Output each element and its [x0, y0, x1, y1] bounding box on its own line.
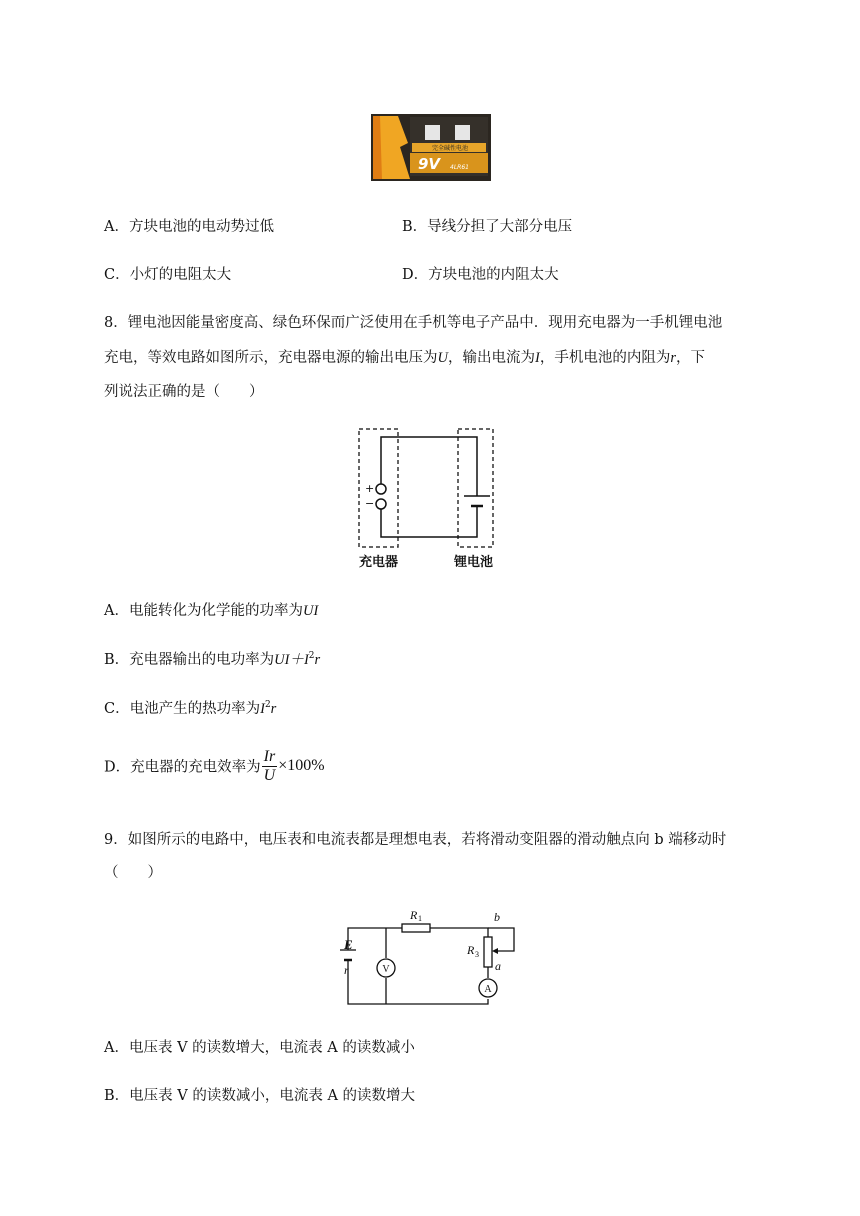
q7-option-b[interactable]: B．导线分担了大部分电压 — [402, 219, 573, 235]
svg-text:a: a — [495, 959, 501, 973]
svg-text:−: − — [365, 497, 375, 510]
svg-text:完全碱性电池: 完全碱性电池 — [431, 145, 469, 152]
q8-stem-line-2: 充电，等效电路如图所示，充电器电源的输出电压为U，输出电流为I，手机电池的内阻为r，下 — [104, 350, 705, 366]
svg-text:4LR61: 4LR61 — [450, 164, 469, 171]
svg-text:A: A — [484, 984, 492, 995]
q9-stem-line-1: 9．如图所示的电路中，电压表和电流表都是理想电表，若将滑动变阻器的滑动触点向 b 端移动时 — [104, 832, 727, 848]
q9-stem-line-2: （ ） — [104, 865, 162, 881]
svg-text:E: E — [344, 937, 353, 952]
svg-text:R: R — [467, 943, 475, 957]
svg-text:3: 3 — [475, 950, 479, 959]
svg-text:R: R — [410, 908, 418, 922]
svg-text:9V: 9V — [418, 155, 441, 173]
rheostat-circuit-diagram — [340, 900, 525, 1010]
q8-option-a[interactable]: A．电能转化为化学能的功率为UI — [104, 603, 319, 619]
q9-option-b[interactable]: B．电压表 V 的读数减小，电流表 A 的读数增大 — [104, 1088, 416, 1104]
svg-text:r: r — [344, 963, 349, 977]
svg-text:b: b — [494, 910, 500, 924]
battery-9v-image — [370, 113, 492, 182]
svg-text:+: + — [365, 482, 375, 495]
q7-option-c[interactable]: C．小灯的电阻太大 — [104, 267, 232, 283]
svg-text:V: V — [382, 964, 390, 975]
q8-stem-line-1: 8．锂电池因能量密度高、绿色环保而广泛使用在手机等电子产品中．现用充电器为一手机锂电池 — [104, 315, 723, 331]
q8-option-b[interactable]: B．充电器输出的电功率为$UI+I^2r$ — [104, 651, 321, 668]
q9-option-a[interactable]: A．电压表 V 的读数增大，电流表 A 的读数减小 — [104, 1040, 415, 1056]
svg-text:1: 1 — [418, 914, 422, 923]
q8-option-c[interactable]: C．电池产生的热功率为$I^2r$ — [104, 700, 277, 717]
charger-circuit-diagram — [350, 425, 510, 573]
q7-option-a[interactable]: A．方块电池的电动势过低 — [104, 219, 274, 235]
svg-text:锂电池: 锂电池 — [454, 555, 494, 570]
svg-text:充电器: 充电器 — [359, 555, 399, 570]
q8-option-d[interactable]: D．充电器的充电效率为 $\frac{Ir}{U}$ ×100% — [104, 748, 325, 784]
q7-option-d[interactable]: D．方块电池的内阻太大 — [402, 267, 559, 283]
q8-stem-line-3: 列说法正确的是（ ） — [104, 384, 264, 400]
efficiency-fraction: $\frac{Ir}{U}$ — [263, 748, 276, 784]
